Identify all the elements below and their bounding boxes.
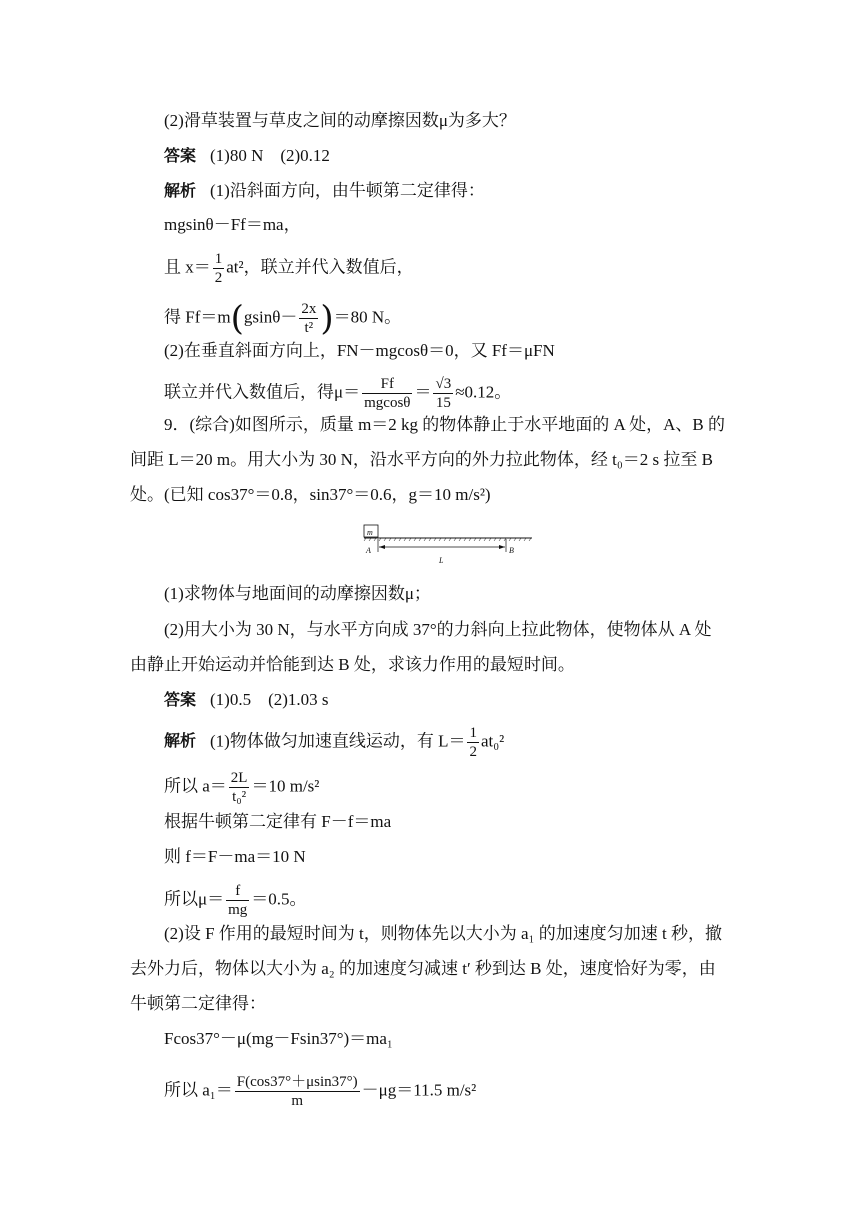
equation-2-post: at²，联立并代入数值后， (226, 257, 414, 277)
question-9-2-line-2: 由静止开始运动并恰能到达 B 处，求该力作用的最短时间。 (130, 655, 575, 674)
fraction-denominator: 2 (469, 744, 477, 760)
equation-6-pre: 所以 a＝ (164, 776, 227, 796)
equation-7: 根据牛顿第二定律有 F－f＝ma (164, 812, 392, 831)
equation-5-pre: 联立并代入数值后，得μ＝ (164, 382, 361, 402)
part-2-line-1: (2)设 F 作用的最短时间为 t，则物体先以大小为 a₁ 的加速度匀加速 t 秒，撤 (164, 924, 722, 943)
answer-text: (1)80 N (2)0.12 (210, 146, 330, 165)
left-paren: ( (230, 298, 244, 339)
equation-6 (164, 769, 319, 806)
fraction (229, 769, 250, 806)
equation-5-post: ≈0.12。 (455, 382, 512, 402)
fraction-numerator: 1 (469, 725, 477, 741)
part-2-line-2: 去外力后，物体以大小为 a₂ 的加速度匀减速 t′ 秒到达 B 处，速度恰好为零，由 (130, 959, 716, 978)
equation-10: Fcos37°－μ(mg－Fsin37°)＝ma₁ (164, 1029, 393, 1048)
problem-diagram (356, 521, 536, 567)
equation-2-pre: 且 x＝ (164, 257, 211, 277)
equation-5-mid: ＝ (414, 382, 432, 402)
fraction-numerator: 1 (214, 251, 223, 267)
fraction (235, 1073, 360, 1110)
question-9-1: (1)求物体与地面间的动摩擦因数μ； (164, 584, 431, 603)
equation-2 (164, 250, 414, 287)
fraction (467, 724, 479, 761)
answer-label: 答案 (164, 146, 197, 165)
fraction-denominator: 2 (214, 270, 223, 286)
fraction-denominator: mgcosθ (364, 395, 411, 411)
equation-1: mgsinθ－Ff＝ma， (164, 215, 301, 234)
fraction-numerator: 2L (230, 770, 248, 786)
fraction-numerator: √3 (435, 376, 452, 392)
equation-3-inner: gsinθ－ (243, 307, 298, 327)
fraction-denominator: t² (304, 320, 314, 336)
label-a: A (366, 546, 371, 555)
right-paren: ) (320, 298, 334, 339)
fraction-denominator: t₀² (232, 789, 247, 805)
equation-9-pre: 所以μ＝ (164, 889, 225, 909)
problem-9-line-2: 间距 L＝20 m。用大小为 30 N，沿水平方向的外力拉此物体，经 t₀＝2 s 拉至 B (130, 450, 713, 469)
solution-2-post: at₀² (480, 731, 505, 751)
equation-11-pre: 所以 a₁＝ (164, 1080, 233, 1100)
solution-label: 解析 (164, 731, 197, 751)
arrow-head-right (499, 545, 505, 549)
part-2-line-3: 牛顿第二定律得： (130, 994, 266, 1013)
equation-11 (164, 1073, 476, 1110)
equation-5 (164, 375, 511, 412)
fraction-denominator: 15 (435, 395, 451, 411)
block-label: m (367, 528, 373, 537)
fraction (433, 375, 453, 412)
answer-text: (1)0.5 (2)1.03 s (210, 690, 329, 709)
fraction-numerator: f (226, 882, 249, 901)
fraction-numerator: Ff (362, 375, 412, 394)
equation-9 (164, 882, 307, 919)
answer-2 (164, 689, 329, 711)
equation-6-post: ＝10 m/s² (251, 776, 320, 796)
solution-2 (164, 724, 504, 761)
fraction (299, 300, 318, 337)
problem-9-line-3: 处。(已知 cos37°＝0.8，sin37°＝0.6，g＝10 m/s²) (130, 485, 491, 504)
solution-label: 解析 (164, 181, 197, 200)
label-l: L (439, 556, 444, 565)
problem-9-line-1: 9．(综合)如图所示，质量 m＝2 kg 的物体静止于水平地面的 A 处，A、B 的 (164, 415, 725, 434)
equation-9-post: ＝0.5。 (251, 889, 307, 909)
question-9-2-line-1: (2)用大小为 30 N，与水平方向成 37°的力斜向上拉此物体，使物体从 A 处 (164, 620, 712, 639)
arrow-head-left (379, 545, 385, 549)
label-b: B (509, 546, 514, 555)
fraction-numerator: 2x (301, 301, 317, 317)
equation-3 (164, 300, 401, 337)
fraction-denominator: m (291, 1093, 303, 1109)
question-2: (2)滑草装置与草皮之间的动摩擦因数μ为多大？ (164, 111, 516, 130)
equation-8: 则 f＝F－ma＝10 N (164, 847, 306, 866)
fraction-numerator: F(cos37°＋μsin37°) (236, 1074, 358, 1090)
fraction (362, 375, 412, 412)
answer-1 (164, 145, 330, 167)
equation-3-post: ＝80 N。 (333, 307, 402, 327)
fraction-denominator: mg (228, 902, 248, 918)
solution-text: (1)沿斜面方向，由牛顿第二定律得： (210, 181, 485, 200)
equation-3-pre: 得 Ff＝m (164, 307, 231, 327)
answer-label: 答案 (164, 690, 197, 709)
equation-4: (2)在垂直斜面方向上，FN－mgcosθ＝0，又 Ff＝μFN (164, 341, 555, 360)
fraction (213, 250, 225, 287)
solution-1 (164, 180, 485, 202)
solution-2-pre: (1)物体做匀加速直线运动，有 L＝ (210, 731, 466, 751)
equation-11-post: －μg＝11.5 m/s² (361, 1080, 477, 1100)
fraction (226, 882, 249, 919)
